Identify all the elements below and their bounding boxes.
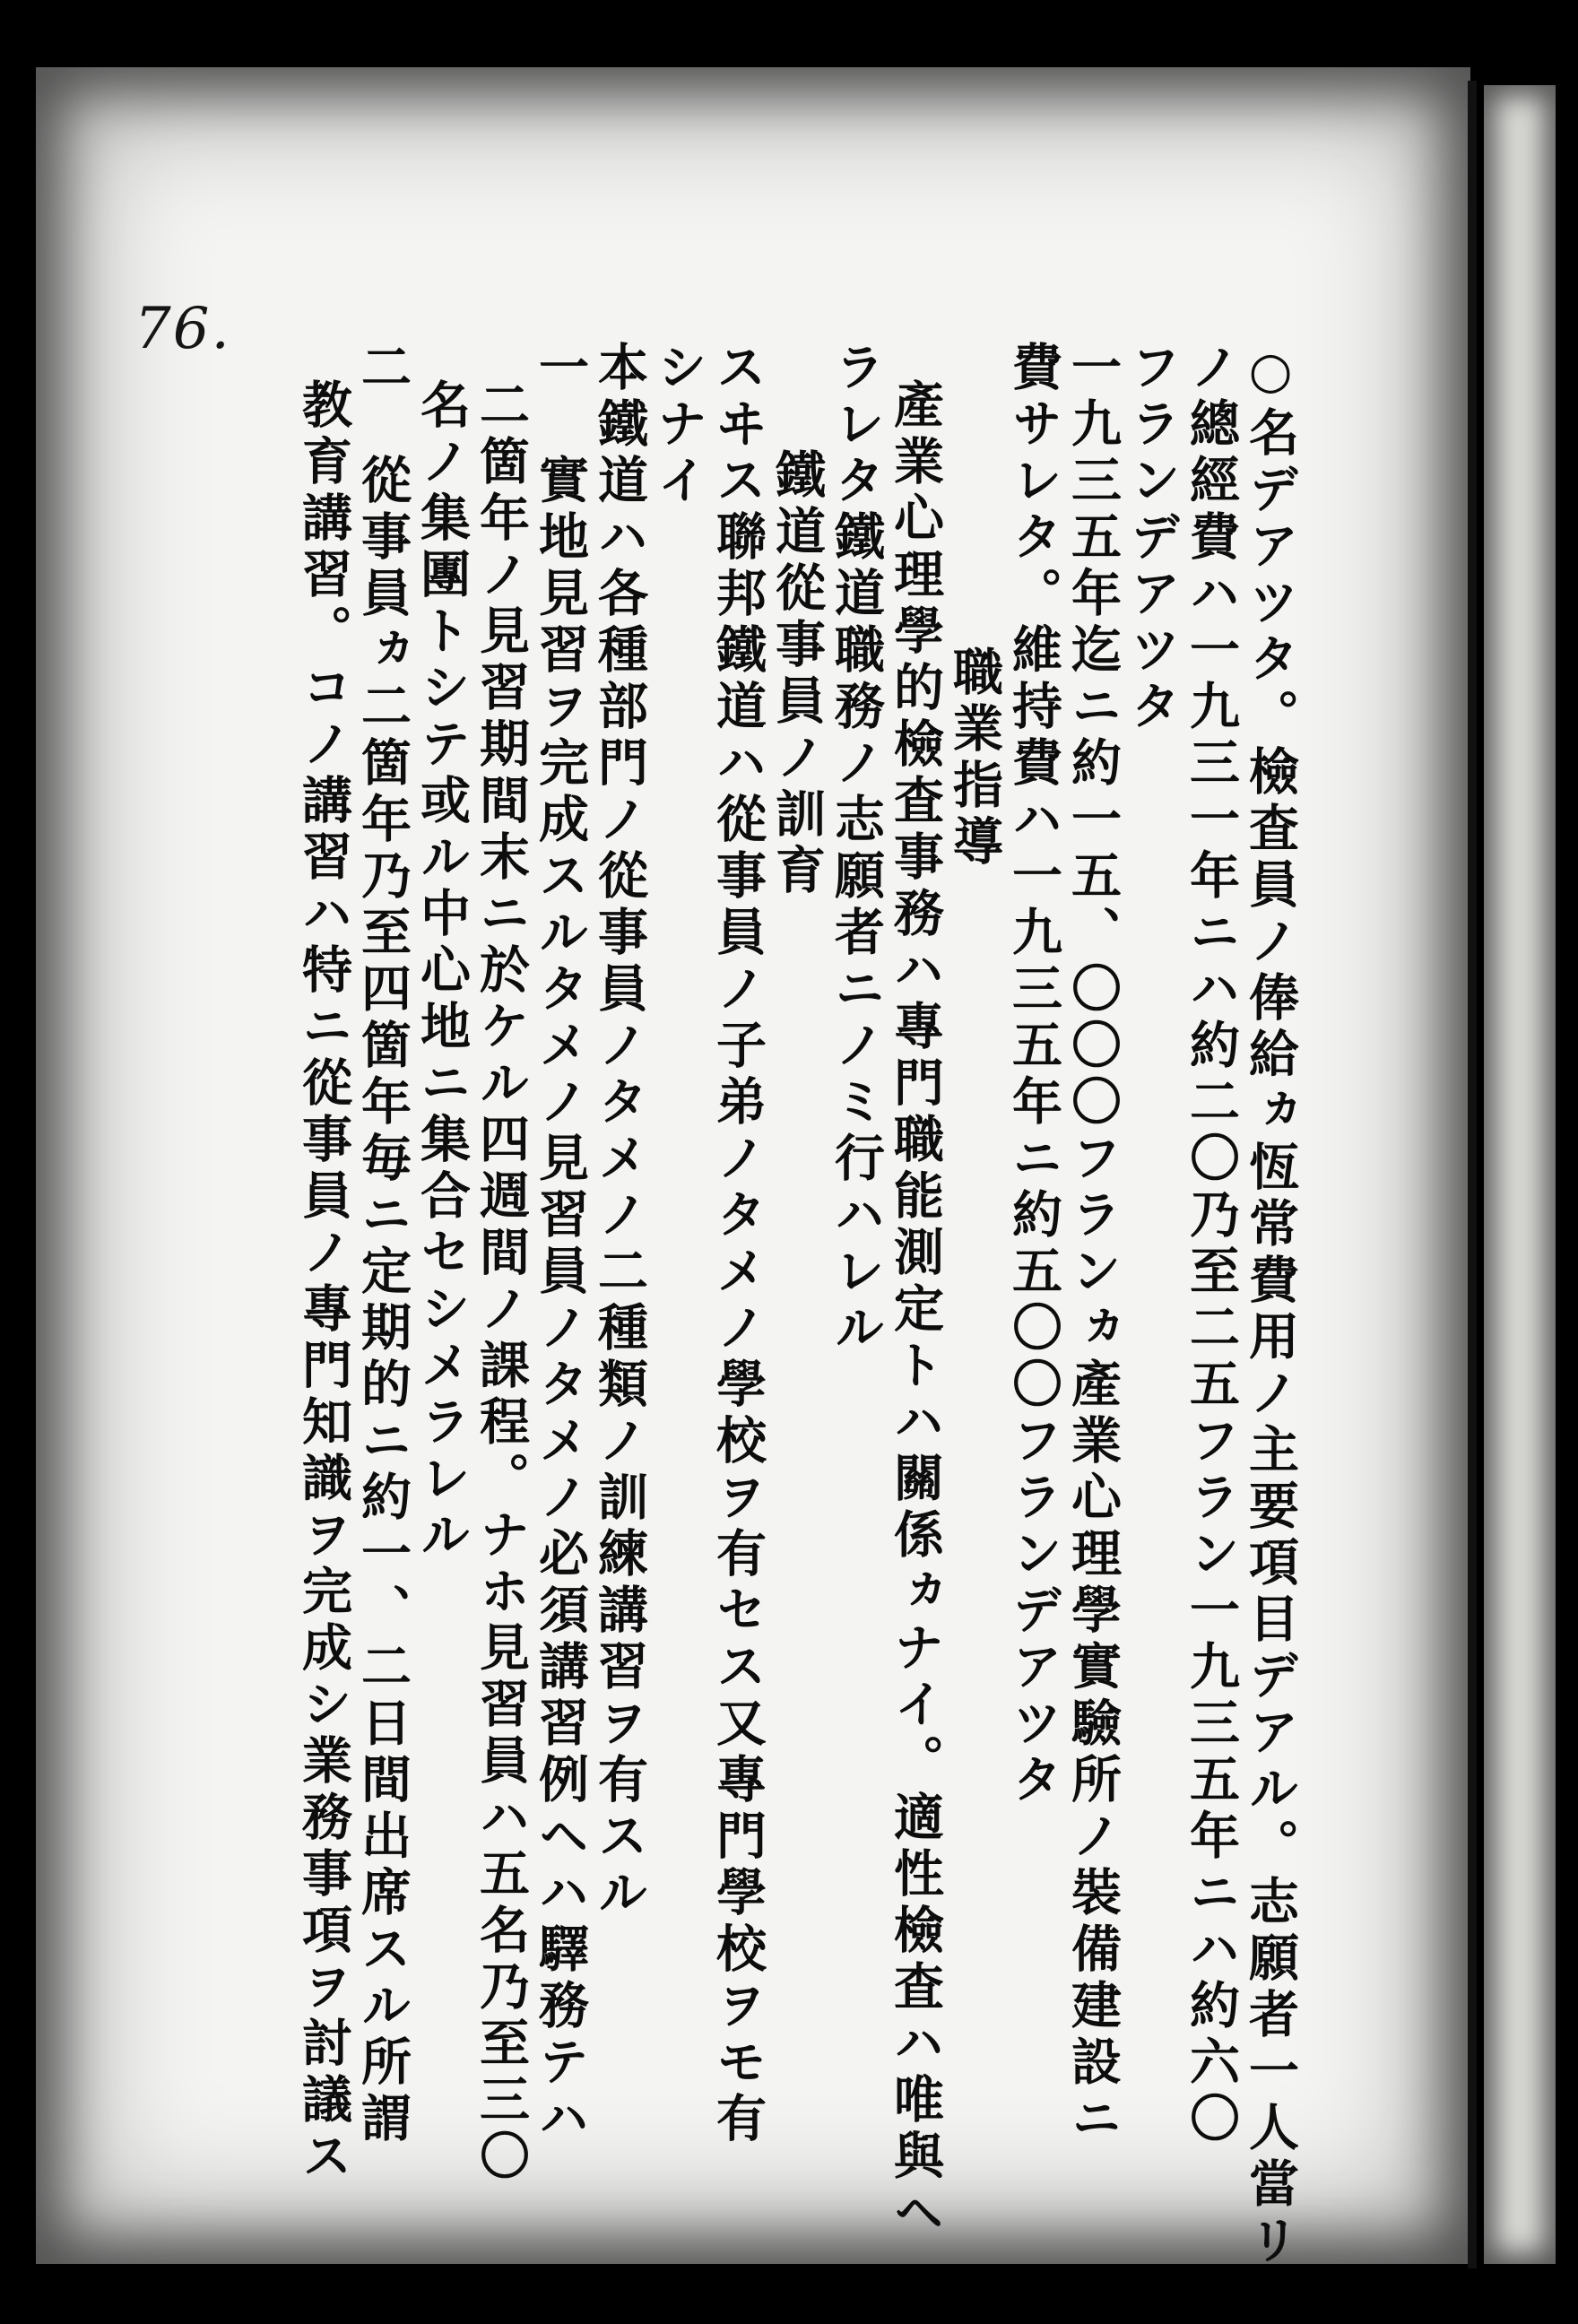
text-column: 一九三五年迄ニ約一五、〇〇〇フランヵ產業心理學實驗所ノ裝備建設ニ [1063,341,1123,2148]
text-column: 一 實地見習ヲ完成スルタメノ見習員ノタメノ必須講習例ヘハ驛務テハ [531,341,590,2148]
text-column: ラレタ鐵道職務ノ志願者ニノミ行ハレル [827,341,886,1357]
text-column: 費サレタ。維持費ハ一九三五年ニ約五〇〇フランデアツタ [1004,341,1063,1809]
text-column: ノ總經費ハ一九三一年ニハ約二〇乃至二五フラン一九三五年ニハ約六〇 [1182,341,1241,2148]
text-column: フランデアツタ [1123,341,1182,736]
vertical-text-body [134,341,1300,2270]
adjacent-page-edge [1484,85,1556,2264]
text-column: 二 從事員ヵ二箇年乃至四箇年毎ニ定期的ニ約一、二日間出席スル所謂 [353,341,412,2148]
text-column: シナイ [649,341,708,510]
section-heading: 鐵道從事員ノ訓育 [767,448,827,900]
text-column: 名ノ集團トシテ或ル中心地ニ集合セシメラレル [412,378,472,1565]
text-column: スヰス聯邦鐵道ハ從事員ノ子弟ノタメノ學校ヲ有セス又專門學校ヲモ有 [708,341,767,2148]
text-column: ○名デアツタ。檢査員ノ俸給ヵ恆常費用ノ主要項目デアル。志願者一人當リ [1241,341,1300,2270]
text-column: 二箇年ノ見習期間末ニ於ケル四週間ノ課程。ナホ見習員ハ五名乃至三〇 [472,378,531,2186]
text-column: 教育講習。コノ講習ハ特ニ從事員ノ專門知識ヲ完成シ業務事項ヲ討議ス [294,378,353,2186]
text-column: 本鐵道ハ各種部門ノ從事員ノタメノ二種類ノ訓練講習ヲ有スル [590,341,649,1922]
section-heading: 職業指導 [945,646,1004,872]
page-number: 76. [134,296,231,362]
text-column: 產業心理學的檢査事務ハ專門職能測定トハ關係ヵナイ。適性檢査ハ唯與ヘ [886,378,945,2242]
page-fold [1468,81,1477,2268]
